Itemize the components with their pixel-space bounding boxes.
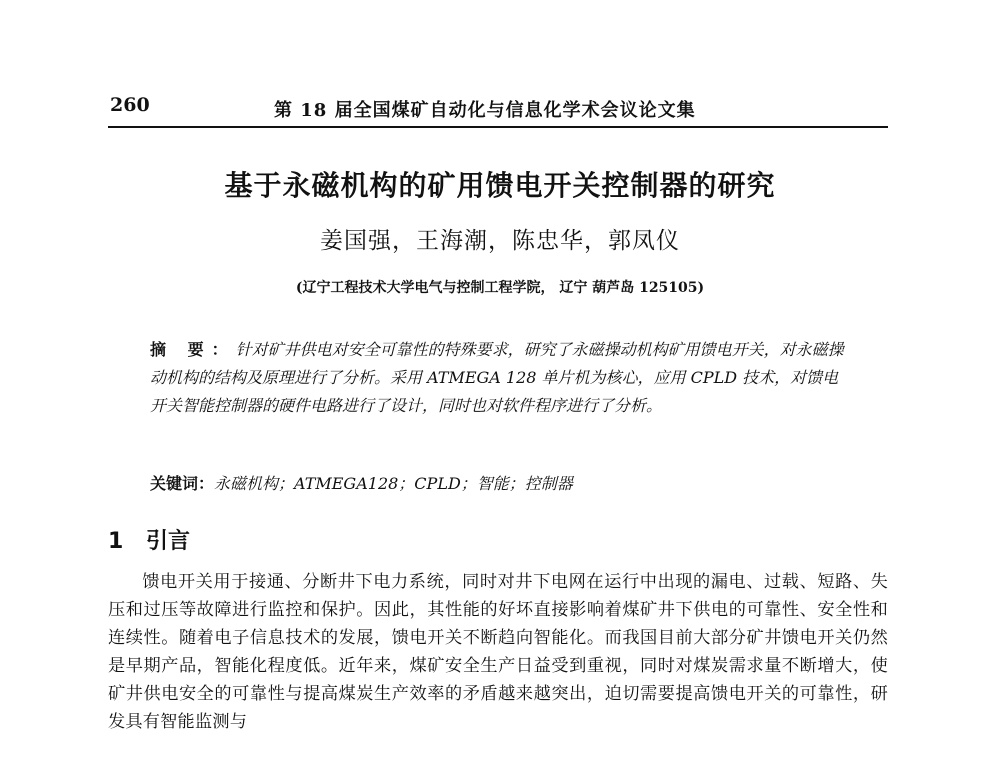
keywords-text: 永磁机构；ATMEGA128；CPLD；智能；控制器 xyxy=(214,474,573,493)
body-paragraph: 馈电开关用于接通、分断井下电力系统，同时对井下电网在运行中出现的漏电、过载、短路、失压和过压等故障进行监控和保护。因此，其性能的好坏直接影响着煤矿井下供电的可靠性、安全性和连续性。随着电子信息技术的发展，馈电开关不断趋向智能化。而我国目前大部分矿井馈电开关仍然是早期产品，智能化程度低。近年来，煤矿安全生产日益受到重视，同时对煤炭需求量不断增大，使矿井供电安全的可靠性与提高煤炭生产效率的矛盾越来越突出，迫切需要提高馈电开关的可靠性，研发具有智能监测与 xyxy=(108,572,888,732)
author-list: 姜国强，王海潮，陈忠华，郭凤仪 xyxy=(320,228,680,254)
section-title: 引言 xyxy=(146,529,191,554)
page-number: 260 xyxy=(110,94,150,116)
keywords xyxy=(150,472,850,496)
running-header xyxy=(108,92,888,128)
abstract-text: 针对矿井供电对安全可靠性的特殊要求，研究了永磁操动机构矿用馈电开关，对永磁操动机构的结构及原理进行了分析。采用 ATMEGA 128 单片机为核心，应用 CPLD 技术，对馈电开关智能控制器的硬件电路进行了设计，同时也对软件程序进行了分析。 xyxy=(150,340,844,415)
paper-title: 基于永磁机构的矿用馈电开关控制器的研究 xyxy=(224,169,776,202)
keywords-label: 关键词： xyxy=(150,474,215,493)
section-number: 1 xyxy=(108,529,124,554)
author-affiliation: (辽宁工程技术大学电气与控制工程学院， 辽宁 葫芦岛 125105) xyxy=(295,280,705,296)
section-heading xyxy=(108,524,190,555)
abstract xyxy=(150,336,850,420)
abstract-label: 摘 要： xyxy=(150,340,236,359)
journal-title: 第 18 届全国煤矿自动化与信息化学术会议论文集 xyxy=(274,100,696,121)
